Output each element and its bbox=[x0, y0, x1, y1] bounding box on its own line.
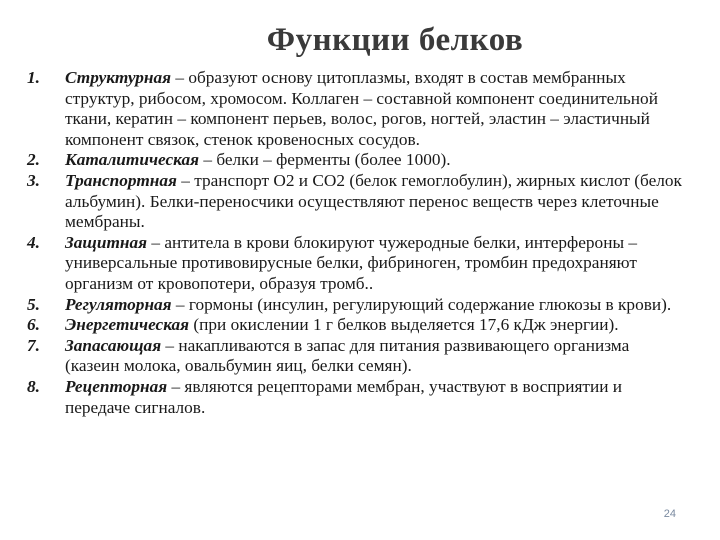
item-description: – накапливаются в запас для питания развивающего организма (казеин молока, овальбумин яиц, белки семян). bbox=[65, 335, 630, 376]
slide-title: Функции белков bbox=[266, 22, 524, 58]
list-item bbox=[27, 295, 687, 316]
list-item bbox=[27, 233, 687, 295]
list-item bbox=[27, 336, 687, 377]
item-description: – образуют основу цитоплазмы, входят в состав мембранных структур, рибосом, хромосом. Коллаген – составной компонент соединительной ткани, кератин – компонент перьев, волос, рогов, ногтей, эластин – эластичный компонент связок, стенок кровеносных сосудов. bbox=[65, 68, 658, 149]
list-item bbox=[27, 171, 687, 233]
item-term: Каталитическая bbox=[65, 150, 200, 170]
item-number: 4. bbox=[27, 232, 40, 252]
item-term: Рецепторная bbox=[65, 376, 168, 396]
list-item bbox=[27, 377, 687, 418]
item-text bbox=[65, 336, 687, 377]
list-item bbox=[27, 315, 687, 336]
item-term: Запасающая bbox=[65, 335, 162, 355]
item-text bbox=[65, 68, 687, 150]
list-item bbox=[27, 150, 687, 171]
item-number: 6. bbox=[27, 315, 40, 335]
item-number: 7. bbox=[27, 335, 40, 355]
item-description: – гормоны (инсулин, регулирующий содержание глюкозы в крови). bbox=[171, 294, 672, 314]
item-text bbox=[65, 233, 687, 295]
item-term: Структурная bbox=[65, 68, 172, 87]
item-term: Транспортная bbox=[65, 170, 177, 190]
item-description: – транспорт О2 и СО2 (белок гемоглобулин), жирных кислот (белок альбумин). Белки-переносчики осуществляют перенос веществ через клеточные мембраны. bbox=[65, 170, 682, 232]
item-number: 2. bbox=[27, 150, 40, 170]
item-description: (при окислении 1 г белков выделяется 17,6 кДж энергии). bbox=[189, 315, 619, 335]
item-term: Энергетическая bbox=[65, 315, 190, 335]
item-term: Регуляторная bbox=[65, 294, 172, 314]
item-term: Защитная bbox=[65, 232, 148, 252]
item-description: – являются рецепторами мембран, участвуют в восприятии и передаче сигналов. bbox=[65, 376, 623, 417]
page-number: 24 bbox=[663, 508, 676, 520]
list-item bbox=[27, 68, 687, 150]
item-number: 8. bbox=[27, 376, 40, 396]
functions-list bbox=[27, 68, 687, 418]
item-text bbox=[65, 377, 687, 418]
item-text bbox=[65, 150, 687, 171]
item-number: 1. bbox=[27, 68, 40, 87]
item-description: – белки – ферменты (более 1000). bbox=[199, 150, 451, 170]
item-text bbox=[65, 295, 687, 316]
item-description: – антитела в крови блокируют чужеродные белки, интерфероны – универсальные противовирусные белки, фибриноген, тромбин предохраняют организм от кровопотери, образуя тромб.. bbox=[65, 232, 638, 293]
item-number: 5. bbox=[27, 294, 40, 314]
item-number: 3. bbox=[27, 170, 40, 190]
item-text bbox=[65, 171, 687, 233]
item-text bbox=[65, 315, 687, 336]
